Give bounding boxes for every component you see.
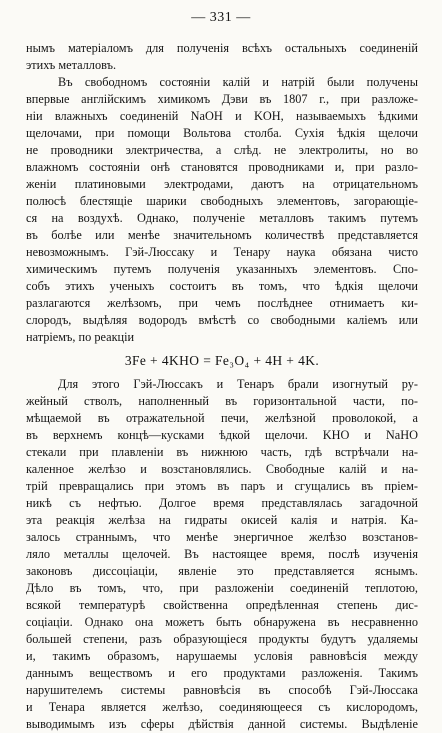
text-line: ніи влажныхъ соединеній NaOH и KOH, называемыхъ ѣдкими — [26, 109, 418, 123]
text-line: никѣ съ нефтью. Долгое время представлялась загадочной — [26, 496, 418, 510]
text-line: нарушителемъ системы равновѣсія въ способѣ Гэй-Люссака — [26, 683, 418, 697]
paragraph — [26, 74, 418, 346]
text-line: нымъ матеріаломъ для полученія всѣхъ остальныхъ соединеній — [26, 41, 418, 55]
text-line: Дѣло въ томъ, что, при разложеніи соединеній теплотою, — [26, 581, 418, 595]
text-line: въ верхнемъ концѣ—кусками ѣдкой щелочи. KHO и NaHO — [26, 428, 418, 442]
text-line: щелочами, при помощи Вольтова столба. Сухія ѣдкія щелочи — [26, 126, 418, 140]
text-line: всякой температурѣ свойственна опредѣленная степень дис- — [26, 598, 418, 612]
text-line: соціаціи. Однако она можетъ быть обнаружена въ несравненно — [26, 615, 418, 629]
text-line: залось страннымъ, что менѣе энергичное желѣзо возстанов- — [26, 530, 418, 544]
text-line: выводимымъ изъ сферы дѣйствія данной системы. Выдѣленіе — [26, 717, 418, 731]
text-line: даннымъ веществомъ и его продуктами разложенія. Такимъ — [26, 666, 418, 680]
text-line: Въ свободномъ состояніи калій и натрій были получены — [58, 75, 418, 89]
text-line: собъ этихъ ученыхъ состоитъ въ томъ, что ѣдкія щелочи — [26, 279, 418, 293]
text-line: Для этого Гэй-Люссакъ и Тенаръ брали изогнутый ру- — [58, 377, 418, 391]
text-line: каленное желѣзо и возстановлялись. Свободные калій и на- — [26, 462, 418, 476]
paragraphs-before-formula — [26, 40, 418, 346]
text-line: въ болѣе или менѣе значительномъ количествѣ представляется — [26, 228, 418, 242]
text-line: слородъ, выдѣляя водородъ вмѣстѣ со свободными каліемъ или — [26, 313, 418, 327]
text-line: и, такимъ образомъ, нарушаемы условія равновѣсія между — [26, 649, 418, 663]
paragraph — [26, 376, 418, 733]
paragraphs-after-formula — [26, 376, 418, 733]
text-line: и Тенара является желѣзо, соединяющееся съ кислородомъ, — [26, 700, 418, 714]
text-line: химическимъ путемъ полученія указанныхъ элементовъ. Спо- — [26, 262, 418, 276]
text-line: влажномъ состояніи онѣ становятся проводниками и, при разло- — [26, 160, 418, 174]
text-line: невозможнымъ. Гэй-Люссаку и Тенару наука обязана чисто — [26, 245, 418, 259]
text-line: трій превращались при этомъ въ паръ и сгущались въ пріем- — [26, 479, 418, 493]
text-line: этихъ металловъ. — [26, 58, 117, 72]
text-line: законовъ диссоціаціи, явленіе это представляется яснымъ. — [26, 564, 418, 578]
text-line: разлагаются желѣзомъ, при чемъ послѣднее отнимаетъ ки- — [26, 296, 418, 310]
text-line: жейный стволъ, наполненный въ горизонтальной части, по- — [26, 394, 418, 408]
text-line: ся на воздухѣ. Однако, полученіе металловъ такимъ путемъ — [26, 211, 418, 225]
paragraph — [26, 40, 418, 74]
text-line: большей степени, разъ образующіеся продукты будутъ удаляемы — [26, 632, 418, 646]
text-line: не проводники электричества, а слѣд. не электролиты, но во — [26, 143, 418, 157]
text-line: женіи платиновыми электродами, даютъ на отрицательномъ — [26, 177, 418, 191]
text-line: эта реакція желѣза на гидраты окисей калія и натрія. Ка- — [26, 513, 418, 527]
body-text — [26, 40, 418, 733]
chemical-formula: 3Fe + 4KHO = Fe₃O₄ + 4H + 4K. — [124, 353, 320, 368]
text-line: натріемъ, по реакціи — [26, 330, 135, 344]
text-line: мѣщаемой въ отражательной печи, желѣзной проволокой, а — [26, 411, 418, 425]
text-line: стекали при плавленіи въ нижнюю часть, гдѣ встрѣчали на- — [26, 445, 418, 459]
text-line: полюсѣ блестящіе шарики свободныхъ элементовъ, загорающіе- — [26, 194, 418, 208]
text-line: ляло металлы щелочей. Въ настоящее время, послѣ изученія — [26, 547, 418, 561]
page-number: — 331 — — [191, 10, 251, 25]
text-line: впервые англійскимъ химикомъ Дэви въ 1807 г., при разложе- — [26, 92, 418, 106]
